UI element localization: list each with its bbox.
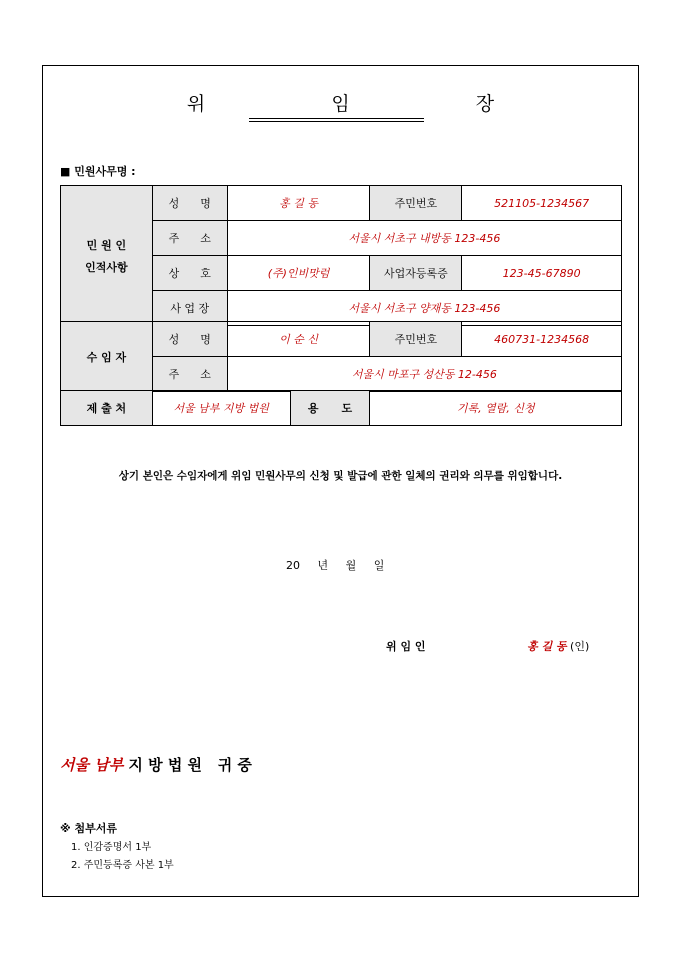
submit-value: 서울 남부 지방 법원 (152, 391, 290, 426)
submit-label: 제 출 처 (61, 391, 153, 426)
applicant-group-label: 민 원 인 인적사항 (61, 186, 153, 326)
title-underline-bottom (249, 121, 424, 122)
applicant-bizno-label: 사업자등록증 (370, 256, 462, 291)
applicant-rrn-label: 주민번호 (370, 186, 462, 221)
court-addressee (60, 754, 252, 775)
applicant-address-value: 서울시 서초구 내방동 123-456 (227, 221, 621, 256)
applicant-name-label: 성 명 (152, 186, 227, 221)
delegate-rrn-label: 주민번호 (370, 322, 462, 357)
attachments-title: ※ 첨부서류 (60, 822, 118, 835)
title-underline-top (249, 118, 424, 119)
delegate-table (60, 321, 622, 392)
document-title: 위 임 장 (186, 93, 495, 115)
seal-mark: (인) (570, 640, 590, 653)
delegator-signature (527, 638, 589, 654)
date-line: 20 년 월 일 (286, 559, 385, 572)
applicant-company-value: (주)인비맛럼 (227, 256, 370, 291)
purpose-label: 용 도 (290, 391, 370, 426)
applicant-table (60, 185, 622, 326)
court-suffix: 지 방 법 원 귀 중 (123, 756, 252, 774)
delegation-statement: 상기 본인은 수임자에게 위임 민원사무의 신청 및 발급에 관한 일체의 권리와 의무를 위임합니다. (118, 470, 563, 482)
attachment-item: 2. 주민등록증 사본 1부 (71, 860, 174, 871)
attachment-item: 1. 인감증명서 1부 (71, 842, 152, 853)
purpose-value: 기록, 열람, 신청 (370, 391, 622, 426)
power-of-attorney-document (42, 65, 639, 897)
delegate-rrn-value: 460731-1234568 (462, 322, 622, 357)
applicant-rrn-value: 521105-1234567 (462, 186, 622, 221)
delegate-address-label: 주 소 (152, 357, 227, 392)
applicant-name-value: 홍 길 동 (227, 186, 370, 221)
court-name: 서울 남부 (60, 756, 124, 774)
delegate-group-label: 수 임 자 (61, 322, 153, 392)
submit-table (60, 390, 622, 426)
delegator-name: 홍 길 동 (527, 640, 567, 653)
applicant-address-label: 주 소 (152, 221, 227, 256)
delegator-label: 위 임 인 (386, 640, 426, 653)
delegate-address-value: 서울시 마포구 성산동 12-456 (227, 357, 621, 392)
delegate-name-value: 이 순 신 (227, 322, 370, 357)
delegate-name-label: 성 명 (152, 322, 227, 357)
applicant-workplace-label: 사 업 장 (152, 291, 227, 326)
applicant-workplace-value: 서울시 서초구 양재동 123-456 (227, 291, 621, 326)
civil-affair-label: ■ 민원사무명 : (60, 165, 136, 178)
applicant-company-label: 상 호 (152, 256, 227, 291)
applicant-bizno-value: 123-45-67890 (462, 256, 622, 291)
